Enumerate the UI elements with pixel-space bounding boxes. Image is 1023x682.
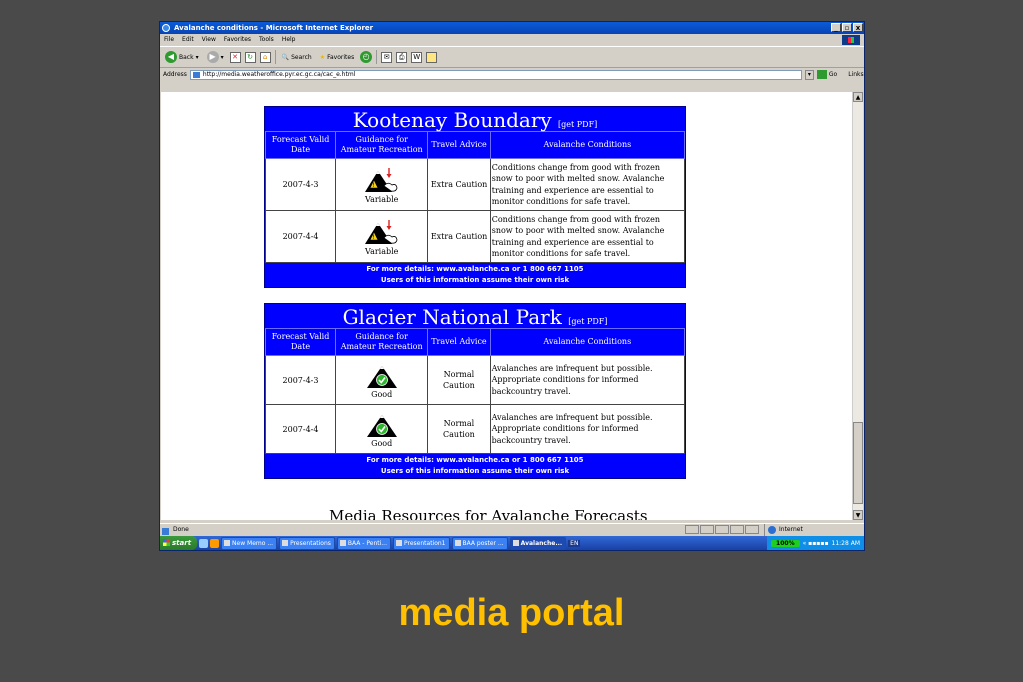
go-button[interactable] [817,70,837,79]
header-travel: Travel Advice [428,329,490,356]
window-title: Avalanche conditions - Microsoft Internet Explorer [174,24,374,32]
scroll-down-icon[interactable]: ▼ [853,510,863,520]
header-conditions: Avalanche Conditions [490,329,684,356]
travel-advice: Normal Caution [428,356,490,405]
toolbar-separator [376,50,377,64]
travel-advice: Extra Caution [428,159,490,211]
forward-arrow-icon: ▶ [207,51,219,63]
forecast-date: 2007-4-4 [266,405,336,454]
guidance-label: Variable [365,247,399,256]
header-travel: Travel Advice [428,132,490,159]
task-new-memo[interactable]: New Memo ... [221,537,277,550]
guidance-label: Variable [365,195,399,204]
travel-advice: Normal Caution [428,405,490,454]
guidance-cell [336,405,428,454]
status-bar [160,523,864,536]
task-presentation1[interactable]: Presentation1 [393,537,450,550]
taskbar [160,536,864,550]
forward-button[interactable] [205,51,226,63]
forecast-glacier-national-park [264,303,686,479]
links-button[interactable]: Links [848,71,864,78]
footer-disclaimer: Users of this information assume their own risk [380,467,570,475]
mail-icon[interactable]: ✉ [381,52,392,63]
forecast-table [265,328,685,454]
back-label: Back [179,53,194,61]
home-icon[interactable]: ⌂ [260,52,271,63]
battery-percent[interactable]: 100% [771,540,800,547]
footer-disclaimer: Users of this information assume their own risk [380,276,570,284]
guidance-cell [336,159,428,211]
back-arrow-icon: ◀ [165,51,177,63]
scroll-thumb[interactable] [853,422,863,504]
menu-view[interactable]: View [201,36,216,43]
address-input[interactable] [190,70,802,80]
avalanche-conditions: Conditions change from good with frozen snow to poor with melted snow. Avalanche training and experience are essential to monitor conditions for safe travel. [490,159,684,211]
avalanche-conditions: Avalanches are infrequent but possible. Appropriate conditions for informed backcountry travel. [490,405,684,454]
svg-text:!: ! [372,234,375,241]
forecast-kootenay-boundary [264,106,686,288]
clock[interactable]: 11:28 AM [831,539,860,547]
status-text: Done [160,526,189,533]
guidance-label: Good [371,389,393,399]
header-date: Forecast Valid Date [266,329,336,356]
folder-icon[interactable] [426,52,437,63]
header-guidance: Guidance for Amateur Recreation [336,329,428,356]
footer-details[interactable]: For more details: www.avalanche.ca or 1 800 667 1105 [366,456,584,464]
go-arrow-icon [817,70,827,79]
table-row [266,159,685,211]
task-baa-poster[interactable]: BAA poster ... [452,537,508,550]
table-row [266,211,685,263]
menu-favorites[interactable]: Favorites [223,36,252,43]
guidance-cell [336,211,428,263]
variable-avalanche-icon [362,166,402,194]
close-button[interactable]: x [853,23,863,32]
address-bar [160,68,864,81]
avalanche-conditions: Avalanches are infrequent but possible. Appropriate conditions for informed backcountry travel. [490,356,684,405]
avalanche-conditions: Conditions change from good with frozen snow to poor with melted snow. Avalanche training and experience are essential to monitor conditions for safe travel. [490,211,684,263]
menu-edit[interactable]: Edit [182,36,194,43]
good-checkmark-icon [362,363,402,389]
favorites-button[interactable] [318,54,357,61]
star-icon: ★ [319,53,326,61]
search-label: Search [291,53,312,61]
good-checkmark-icon [362,412,402,438]
region-title [265,304,685,328]
minimize-button[interactable]: _ [831,23,841,32]
get-pdf-link[interactable]: [get PDF] [558,120,598,129]
forecast-table [265,131,685,263]
forecast-date: 2007-4-4 [266,211,336,263]
refresh-icon[interactable]: ↻ [245,52,256,63]
forecast-footer [265,454,685,478]
print-icon[interactable]: ⎙ [396,52,407,63]
history-icon[interactable]: ◴ [360,51,372,63]
forecast-date: 2007-4-3 [266,356,336,405]
menu-help[interactable]: Help [281,36,296,43]
back-button[interactable] [163,51,201,63]
address-dropdown[interactable]: ▾ [805,70,814,80]
travel-advice: Extra Caution [428,211,490,263]
chevron-down-icon: ▾ [220,53,224,61]
svg-text:!: ! [372,182,375,189]
chevron-down-icon: ▾ [195,53,199,61]
title-bar[interactable] [160,22,864,34]
slide-caption: media portal [398,592,625,634]
task-avalanche[interactable]: Avalanche... [510,537,567,550]
header-conditions: Avalanche Conditions [490,132,684,159]
search-button[interactable] [280,54,314,61]
menu-file[interactable]: File [164,36,175,43]
region-title [265,107,685,131]
region-name: Glacier National Park [342,305,562,329]
forecast-date: 2007-4-3 [266,159,336,211]
menu-bar [160,34,864,47]
stop-icon[interactable]: ✕ [230,52,241,63]
security-zone: Internet [764,524,860,536]
ie-icon [162,24,170,32]
go-label: Go [828,71,838,78]
header-guidance: Guidance for Amateur Recreation [336,132,428,159]
media-quicklaunch-icon[interactable] [210,539,219,548]
ie-quicklaunch-icon[interactable] [199,539,208,548]
variable-avalanche-icon [362,218,402,246]
region-name: Kootenay Boundary [352,108,552,132]
forecast-footer [265,263,685,287]
vertical-scrollbar[interactable] [852,92,863,520]
table-row [266,405,685,454]
get-pdf-link[interactable]: [get PDF] [568,317,608,326]
toolbar [160,47,864,68]
guidance-cell [336,356,428,405]
table-row [266,356,685,405]
scroll-up-icon[interactable]: ▲ [853,92,863,102]
menu-tools[interactable]: Tools [259,36,274,43]
cut-off-heading: Media Resources for Avalanche Forecasts [329,507,648,520]
guidance-label: Good [371,438,393,448]
page-content [161,92,852,520]
footer-details[interactable]: For more details: www.avalanche.ca or 1 800 667 1105 [366,265,584,273]
browser-window [159,21,865,551]
system-tray [767,536,864,550]
favorites-label: Favorites [327,53,355,61]
header-date: Forecast Valid Date [266,132,336,159]
maximize-button[interactable]: ▫ [842,23,852,32]
tray-icons[interactable]: « ▪▪▪▪▪ [802,539,829,547]
language-indicator[interactable]: EN [570,539,579,547]
status-panes [685,525,759,534]
task-baa-penti[interactable]: BAA - Penti... [337,537,391,550]
search-icon: 🔍 [281,53,290,61]
windows-flag-icon [842,35,860,45]
start-button[interactable]: start [160,536,197,550]
edit-icon[interactable]: W [411,52,422,63]
address-url: http://media.weatheroffice.pyr.ec.gc.ca/cac_e.html [202,71,356,78]
task-presentations[interactable]: Presentations [279,537,335,550]
address-label: Address [163,71,187,78]
toolbar-separator [275,50,276,64]
